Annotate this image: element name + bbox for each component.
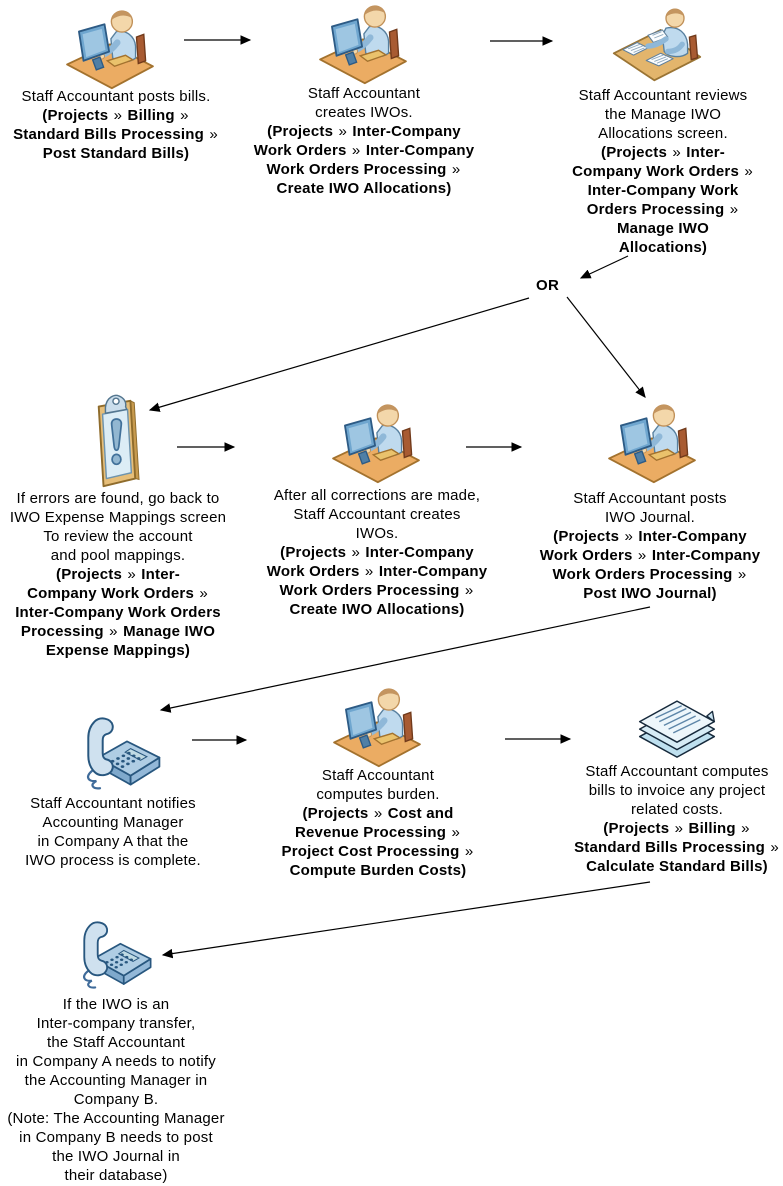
arrow-calculate-bills-to-notify-b [163, 882, 650, 955]
caption-line: Compute Burden Costs) [289, 862, 467, 879]
caption-line: Company B. [73, 1091, 159, 1108]
breadcrumb-separator: » [637, 547, 647, 564]
caption-line: the Staff Accountant [46, 1034, 185, 1051]
telephone-icon [70, 920, 154, 991]
caption-line: (Projects » Inter-Company [553, 528, 747, 545]
breadcrumb-separator: » [744, 163, 753, 180]
caption-line: Work Orders Processing » [266, 161, 461, 178]
caption-line: the IWO Journal in [52, 1148, 180, 1165]
caption-line: Staff Accountant computes [585, 763, 769, 780]
caption-line: Work Orders Processing » [552, 566, 747, 583]
caption-line: Staff Accountant posts bills. [21, 88, 211, 105]
caption-line: Processing » Manage IWO [20, 623, 216, 640]
breadcrumb-separator: » [113, 107, 123, 124]
node-caption [282, 766, 475, 880]
caption-line: in Company A needs to notify [16, 1053, 216, 1070]
caption-line: Allocations) [618, 239, 708, 256]
caption-line: Allocations screen. [598, 125, 728, 142]
breadcrumb-separator: » [464, 582, 474, 599]
caption-line: and pool mappings. [50, 547, 186, 564]
breadcrumb-separator: » [351, 544, 361, 561]
caption-line: Staff Accountant [321, 767, 435, 784]
caption-line: Post IWO Journal) [583, 585, 717, 602]
breadcrumb-separator: » [209, 126, 218, 143]
caption-line: Create IWO Allocations) [289, 601, 465, 618]
breadcrumb-separator: » [741, 820, 750, 837]
caption-line: IWO process is complete. [25, 852, 201, 869]
caption-line: Work Orders Processing » [279, 582, 474, 599]
caption-line: Inter-company transfer, [36, 1015, 196, 1032]
caption-line: (Projects » Inter-Company [267, 123, 461, 140]
caption-line: Calculate Standard Bills) [586, 858, 768, 875]
person-computer-icon [606, 400, 698, 484]
caption-line: Manage IWO [616, 220, 709, 237]
caption-line: Work Orders » Inter-Company [253, 142, 475, 159]
caption-line: the Manage IWO [604, 106, 722, 123]
node-caption [25, 794, 201, 870]
caption-line: To review the account [43, 528, 193, 545]
caption-line: Create IWO Allocations) [276, 180, 452, 197]
breadcrumb-separator: » [180, 107, 189, 124]
caption-line: If errors are found, go back to [16, 490, 220, 507]
person-computer-icon [331, 684, 423, 768]
caption-line: bills to invoice any project [588, 782, 766, 799]
caption-line: Staff Accountant posts [573, 490, 727, 507]
or-label: OR [536, 277, 560, 294]
breadcrumb-separator: » [674, 820, 684, 837]
breadcrumb-separator: » [737, 566, 747, 583]
caption-line: their database) [64, 1167, 168, 1184]
breadcrumb-separator: » [338, 123, 348, 140]
caption-line: computes burden. [316, 786, 440, 803]
caption-line: the Accounting Manager in [24, 1072, 208, 1089]
caption-line: After all corrections are made, [273, 487, 481, 504]
caption-line: Staff Accountant creates [293, 506, 461, 523]
caption-line: (Projects » Billing » [42, 107, 189, 124]
person-computer-icon [317, 1, 409, 85]
breadcrumb-separator: » [451, 161, 461, 178]
breadcrumb-separator: » [109, 623, 118, 640]
arrow-or-to-post-journal [567, 297, 645, 397]
breadcrumb-separator: » [199, 585, 208, 602]
caption-line: (Projects » Cost and [302, 805, 454, 822]
caption-line: in Company B needs to post [19, 1129, 213, 1146]
caption-line: (Note: The Accounting Manager [7, 1110, 225, 1127]
breadcrumb-separator: » [364, 563, 374, 580]
arrow-review-to-or [581, 256, 628, 278]
caption-line: Accounting Manager [42, 814, 184, 831]
person-reviewing-documents-icon [612, 8, 702, 86]
caption-line: Inter-Company Work Orders [15, 604, 221, 621]
caption-line: in Company A that the [37, 833, 189, 850]
caption-line: Company Work Orders » [27, 585, 208, 602]
caption-line: Work Orders » Inter-Company [539, 547, 761, 564]
node-caption [267, 486, 488, 619]
telephone-icon [73, 716, 163, 792]
node-caption [540, 489, 761, 603]
breadcrumb-separator: » [729, 201, 739, 218]
caption-line: Standard Bills Processing » [574, 839, 779, 856]
caption-line: Revenue Processing » [294, 824, 461, 841]
node-caption [10, 489, 226, 660]
arrow-or-to-expense-mappings [150, 298, 529, 410]
caption-line: (Projects » Billing » [603, 820, 750, 837]
node-caption [7, 995, 224, 1185]
caption-line: Project Cost Processing » [281, 843, 474, 860]
person-computer-icon [330, 400, 422, 484]
caption-line: (Projects » Inter- [56, 566, 180, 583]
breadcrumb-separator: » [770, 839, 779, 856]
caption-line: IWO Journal. [605, 509, 695, 526]
breadcrumb-separator: » [672, 144, 681, 161]
caption-line: Staff Accountant reviews [578, 87, 748, 104]
node-caption [572, 86, 754, 257]
caption-line: Orders Processing » [586, 201, 739, 218]
node-caption [574, 762, 780, 876]
caption-line: Staff Accountant [307, 85, 421, 102]
caption-line: Staff Accountant notifies [30, 795, 196, 812]
caption-line: related costs. [630, 801, 723, 818]
caption-line: (Projects » Inter-Company [280, 544, 474, 561]
clipboard-warning-icon [92, 394, 140, 492]
breadcrumb-separator: » [127, 566, 136, 583]
breadcrumb-separator: » [351, 142, 361, 159]
person-computer-icon [64, 6, 156, 90]
breadcrumb-separator: » [464, 843, 474, 860]
caption-line: Standard Bills Processing » [13, 126, 218, 143]
caption-line: If the IWO is an [62, 996, 170, 1013]
breadcrumb-separator: » [373, 805, 383, 822]
caption-line: IWO Expense Mappings screen [9, 509, 227, 526]
caption-line: creates IWOs. [315, 104, 413, 121]
node-caption [13, 87, 219, 163]
caption-line: Post Standard Bills) [42, 145, 190, 162]
breadcrumb-separator: » [451, 824, 461, 841]
caption-line: Company Work Orders » [572, 163, 753, 180]
caption-line: Inter-Company Work [587, 182, 739, 199]
caption-line: Expense Mappings) [45, 642, 191, 659]
caption-line: Work Orders » Inter-Company [266, 563, 488, 580]
node-caption [254, 84, 475, 198]
caption-line: (Projects » Inter- [601, 144, 725, 161]
breadcrumb-separator: » [624, 528, 634, 545]
document-stack-icon [635, 688, 719, 759]
caption-line: IWOs. [355, 525, 399, 542]
